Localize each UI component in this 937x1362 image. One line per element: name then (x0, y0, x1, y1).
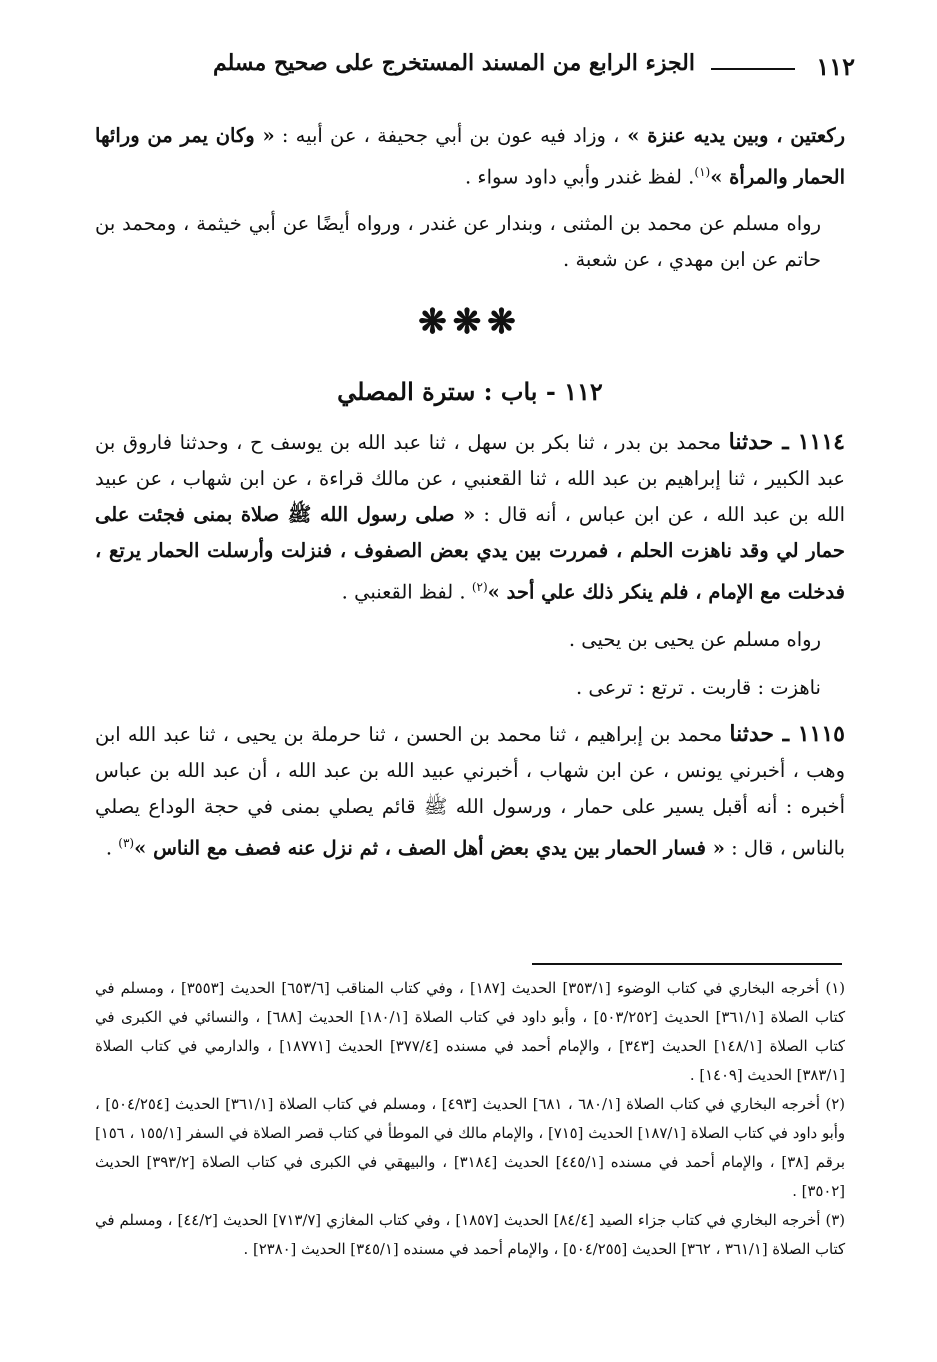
header-rule (711, 68, 795, 70)
footnote-ref-1[interactable]: (١) (694, 165, 711, 179)
hadith-tail: . (105, 836, 119, 860)
page-body (95, 118, 845, 867)
riwaya-paragraph: رواه مسلم عن محمد بن المثنى ، وبندار عن غندر ، ورواه أيضًا عن أبي خيثمة ، ومحمد بن حاتم عن ابن مهدي ، عن شعبة . (95, 211, 821, 271)
footnote-2: (٢) أخرجه البخاري في كتاب الصلاة [٦٨٠/١ ، ٦٨١] الحديث [٤٩٣] ، ومسلم في كتاب الصلاة [٣٦١/١] الحديث [٥٠٤/٢٥٤] ، وأبو داود في كتاب الصلاة [١٨٧/١] الحديث [٧١٥] ، والإمام مالك في الموطأ في كتاب قصر الصلاة في السفر [١٥٥/١ ، ١٥٦] برقم [٣٨] ، والإمام أحمد في مسنده [٤٤٥/١] الحديث [٣١٨٤] ، والبيهقي في الكبرى في كتاب الصلاة [٣٩٣/٢] الحديث [٣٥٠٢] . (95, 1096, 845, 1200)
hadith-number: ١١١٤ ـ حدثنا (728, 428, 845, 455)
isnad-text: محمد بن بدر ، ثنا بكر بن سهل ، ثنا عبد الله بن يوسف ح ، وحدثنا فاروق بن عبد الكبير ، ثنا إبراهيم بن عبد الله ، ثنا القعنبي ، عن مالك قراءة ، عن ابن شهاب ، عن عبيد الله بن عبد الله ، عن ابن عباس ، أنه قال : (95, 430, 845, 526)
footnotes (95, 974, 845, 1264)
hadith-tail: . لفظ القعنبي . (341, 580, 472, 603)
paragraph-text: ، وزاد فيه عون بن أبي جحيفة ، عن أبيه : (274, 124, 620, 147)
quote-bold-start: ركعتين ، وبين يديه عنزة » (619, 124, 845, 147)
matn-bold: « فسار الحمار بين يدي بعض أهل الصف ، ثم نزل عنه فصف مع الناس » (134, 836, 725, 860)
running-title: الجزء الرابع من المسند المستخرج على صحيح مسلم (212, 50, 695, 76)
footnote-1: (١) أخرجه البخاري في كتاب الوضوء [٣٥٣/١] الحديث [١٨٧] ، وفي كتاب المناقب [٦٥٣/٦] الحديث [٣٥٥٣] ، ومسلم في كتاب الصلاة [٣٦١/١] الحديث [٥٠٣/٢٥٢] ، وأبو داود في كتاب الصلاة [١٨٠/١] الحديث [٦٨٨] ، والنسائي في الكبرى في كتاب الصلاة [١٤٨/١] الحديث [٣٤٣] ، والإمام أحمد في مسنده [٣٧٧/٤] الحديث [١٨٧٧١] ، والدارمي في كتاب الصلاة [٣٨٣/١] الحديث [١٤٠٩] . (95, 980, 845, 1084)
gloss-line: ناهزت : قاربت . ترتع : ترعى . (575, 676, 821, 699)
hadith-1115 (95, 716, 845, 867)
footnote-rule (532, 963, 842, 965)
page-number: ١١٢ (816, 52, 855, 81)
isnad-text: محمد بن إبراهيم ، ثنا محمد بن الحسن ، ثنا حرملة بن يحيى ، ثنا عبد الله ابن وهب ، أخبرني يونس ، عن ابن شهاب ، أخبرني عبيد الله بن عبد الله ، أن عبد الله بن عباس أخبره : أنه أقبل يسير على حمار ، ورسول الله ﷺ قائم يصلي بمنى في حجة الوداع يصلي بالناس ، قال : (95, 723, 845, 860)
continued-paragraph (95, 118, 845, 196)
chapter-heading: ١١٢ - باب : سترة المصلي (337, 376, 603, 406)
paragraph-tail: . لفظ غندر وأبي داود سواء . (465, 165, 695, 189)
footnote-ref-3[interactable]: (٣) (118, 836, 135, 850)
section-divider-stars: ❋❋❋ (418, 301, 522, 342)
rawah-line: رواه مسلم عن يحيى بن يحيى . (568, 628, 821, 651)
quote-bold-end: « وكان يمر من ورائها الحمار والمرأة » (95, 124, 845, 189)
footnote-3: (٣) أخرجه البخاري في كتاب جزاء الصيد [٨٤/٤] الحديث [١٨٥٧] ، وفي كتاب المغازي [٧١٣/٧] الحديث [٤٤/٢] ، ومسلم في كتاب الصلاة [٣٦١/١ ، ٣٦٢] الحديث [٥٠٤/٢٥٥] ، والإمام أحمد في مسنده [٣٤٥/١] الحديث [٢٣٨٠] . (95, 1212, 846, 1258)
footnote-ref-2[interactable]: (٢) (471, 579, 488, 594)
hadith-1114 (95, 424, 845, 611)
matn-bold: « صلى رسول الله ﷺ صلاة بمنى فجئت على حمار لي وقد ناهزت الحلم ، فمررت بين يدي بعض الصفوف ، فنزلت وأرسلت الحمار يرتع ، فدخلت مع الإمام ، فلم ينكر ذلك علي أحد » (95, 502, 845, 603)
hadith-number: ١١١٥ ـ حدثنا (729, 721, 845, 747)
page-header (95, 40, 855, 90)
